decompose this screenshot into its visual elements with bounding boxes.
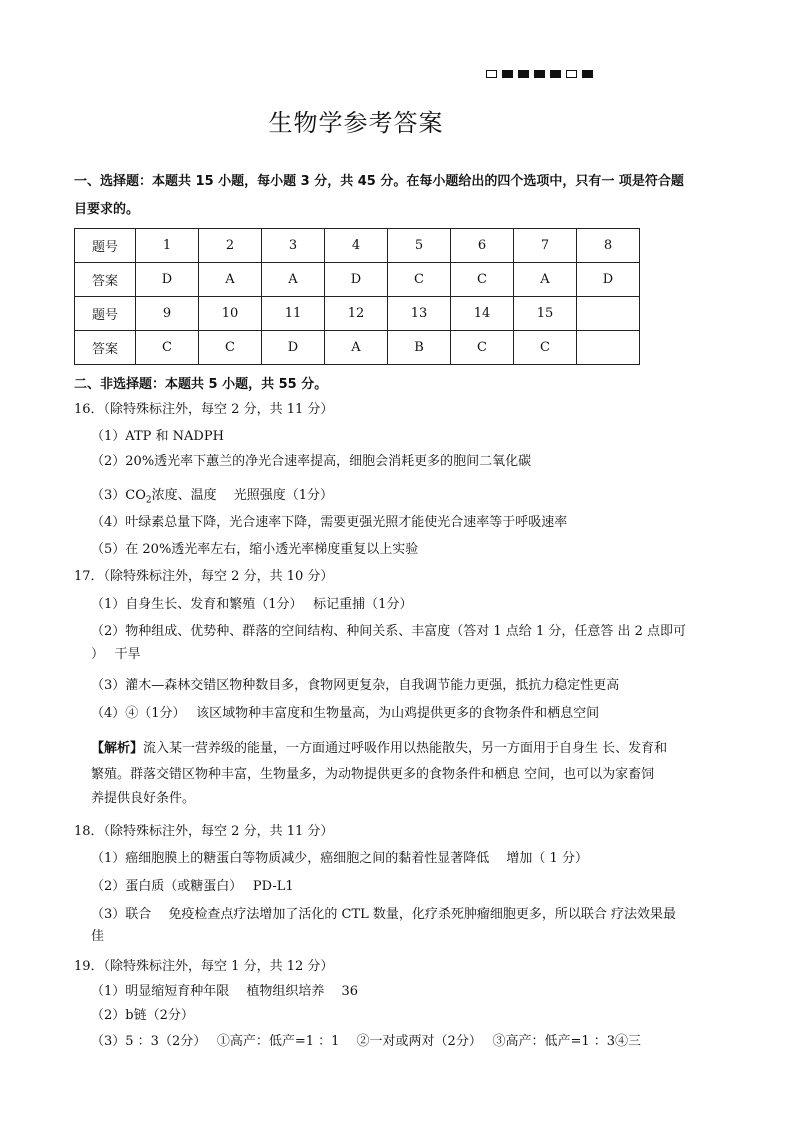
table-cell: 9 [136, 297, 199, 331]
q18-answer-3: （3）联合 免疫检查点疗法增加了活化的 CTL 数量，化疗杀死肿瘤细胞更多，所以联合 疗法效果最 [91, 907, 677, 922]
table-cell [577, 297, 640, 331]
q19-answer-2: （2）b链（2分） [91, 1008, 194, 1023]
table-cell: 8 [577, 229, 640, 263]
table-cell: 6 [451, 229, 514, 263]
table-row-header: 题号 [75, 297, 136, 331]
table-cell: 10 [199, 297, 262, 331]
table-cell: 4 [325, 229, 388, 263]
table-cell: 12 [325, 297, 388, 331]
table-cell: C [451, 331, 514, 365]
filled-square-icon [534, 70, 545, 78]
q16-heading: 16．（除特殊标注外，每空 2 分，共 11 分） [74, 402, 334, 417]
table-cell: 1 [136, 229, 199, 263]
table-cell: 15 [514, 297, 577, 331]
q16-answer-2: （2）20%透光率下蕙兰的净光合速率提高，细胞会消耗更多的胞间二氧化碳 [91, 454, 532, 469]
table-cell: 13 [388, 297, 451, 331]
table-cell [577, 331, 640, 365]
q17-answer-4: （4）④（1分） 该区域物种丰富度和生物量高，为山鸡提供更多的食物条件和栖息空间 [91, 706, 600, 721]
q19-answer-1: （1）明显缩短育种年限 植物组织培养 36 [91, 984, 359, 999]
q16-answer-1: （1）ATP 和 NADPH [91, 429, 224, 444]
table-cell: D [325, 263, 388, 297]
filled-square-icon [502, 70, 513, 78]
table-cell: A [199, 263, 262, 297]
q17-analysis-cont: 繁殖。群落交错区物种丰富，生物量多，为动物提供更多的食物条件和栖息 空间，也可以为家畜饲 [91, 767, 655, 782]
q17-answer-2: （2）物种组成、优势种、群落的空间结构、种间关系、丰富度（答对 1 点给 1 分，任意答 出 2 点即可 [91, 624, 687, 639]
filled-square-icon [550, 70, 561, 78]
table-cell: 5 [388, 229, 451, 263]
section1-heading: 一、选择题：本题共 15 小题，每小题 3 分，共 45 分。在每小题给出的四个选项中，只有一 项是符合题 [74, 174, 684, 189]
table-cell: A [262, 263, 325, 297]
table-cell: C [388, 263, 451, 297]
table-cell: C [199, 331, 262, 365]
table-cell: A [325, 331, 388, 365]
q17-analysis: 【解析】流入某一营养级的能量，一方面通过呼吸作用以热能散失，另一方面用于自身生 长、发育和 [91, 741, 668, 756]
section2-heading: 二、非选择题：本题共 5 小题，共 55 分。 [74, 377, 328, 392]
answer-table [74, 228, 640, 365]
section1-heading-cont: 目要求的。 [74, 202, 140, 217]
q19-answer-3: （3）5 ：3（2分） ①高产：低产=1 ：1 ②一对或两对（2分） ③高产：低产=1 ：3④三 [91, 1034, 642, 1049]
page-title: 生物学参考答案 [268, 109, 444, 137]
table-cell: C [514, 331, 577, 365]
table-cell: D [262, 331, 325, 365]
q16-answer-4: （4）叶绿素总量下降，光合速率下降，需要更强光照才能使光合速率等于呼吸速率 [91, 515, 568, 530]
outline-square-icon [486, 70, 497, 78]
table-cell: D [136, 263, 199, 297]
table-row [75, 229, 640, 263]
table-cell: 2 [199, 229, 262, 263]
table-cell: 7 [514, 229, 577, 263]
filled-square-icon [518, 70, 529, 78]
table-row [75, 331, 640, 365]
table-row-header: 题号 [75, 229, 136, 263]
outline-square-icon [566, 70, 577, 78]
table-row-header: 答案 [75, 263, 136, 297]
q17-answer-1: （1）自身生长、发育和繁殖（1分） 标记重捕（1分） [91, 597, 413, 612]
table-cell: 3 [262, 229, 325, 263]
q16-answer-3: $(3)CO_2$浓度、温度 光照强度（1分） [91, 488, 334, 506]
table-cell: C [451, 263, 514, 297]
q18-heading: 18．（除特殊标注外，每空 2 分，共 11 分） [74, 824, 334, 839]
q18-answer-3-cont: 佳 [91, 929, 105, 944]
table-cell: D [577, 263, 640, 297]
table-cell: 11 [262, 297, 325, 331]
q17-heading: 17．（除特殊标注外，每空 2 分，共 10 分） [74, 569, 334, 584]
q17-answer-2-cont: ） 干旱 [91, 647, 141, 662]
table-cell: C [136, 331, 199, 365]
q18-answer-1: （1）癌细胞膜上的糖蛋白等物质减少，癌细胞之间的黏着性显著降低 增加（ 1 分） [91, 851, 588, 866]
table-cell: B [388, 331, 451, 365]
q17-answer-3: （3）灌木—森林交错区物种数目多，食物网更复杂，自我调节能力更强，抵抗力稳定性更高 [91, 678, 620, 693]
q19-heading: 19．（除特殊标注外，每空 1 分，共 12 分） [74, 959, 334, 974]
table-row [75, 263, 640, 297]
q17-analysis-cont2: 养提供良好条件。 [91, 791, 196, 806]
table-row [75, 297, 640, 331]
table-cell: 14 [451, 297, 514, 331]
q18-answer-2: （2）蛋白质（或糖蛋白） PD-L1 [91, 879, 294, 894]
table-cell: A [514, 263, 577, 297]
q16-answer-5: （5）在 20%透光率左右，缩小透光率梯度重复以上实验 [91, 542, 419, 557]
filled-square-icon [582, 70, 593, 78]
table-row-header: 答案 [75, 331, 136, 365]
header-marker-squares [486, 70, 593, 78]
